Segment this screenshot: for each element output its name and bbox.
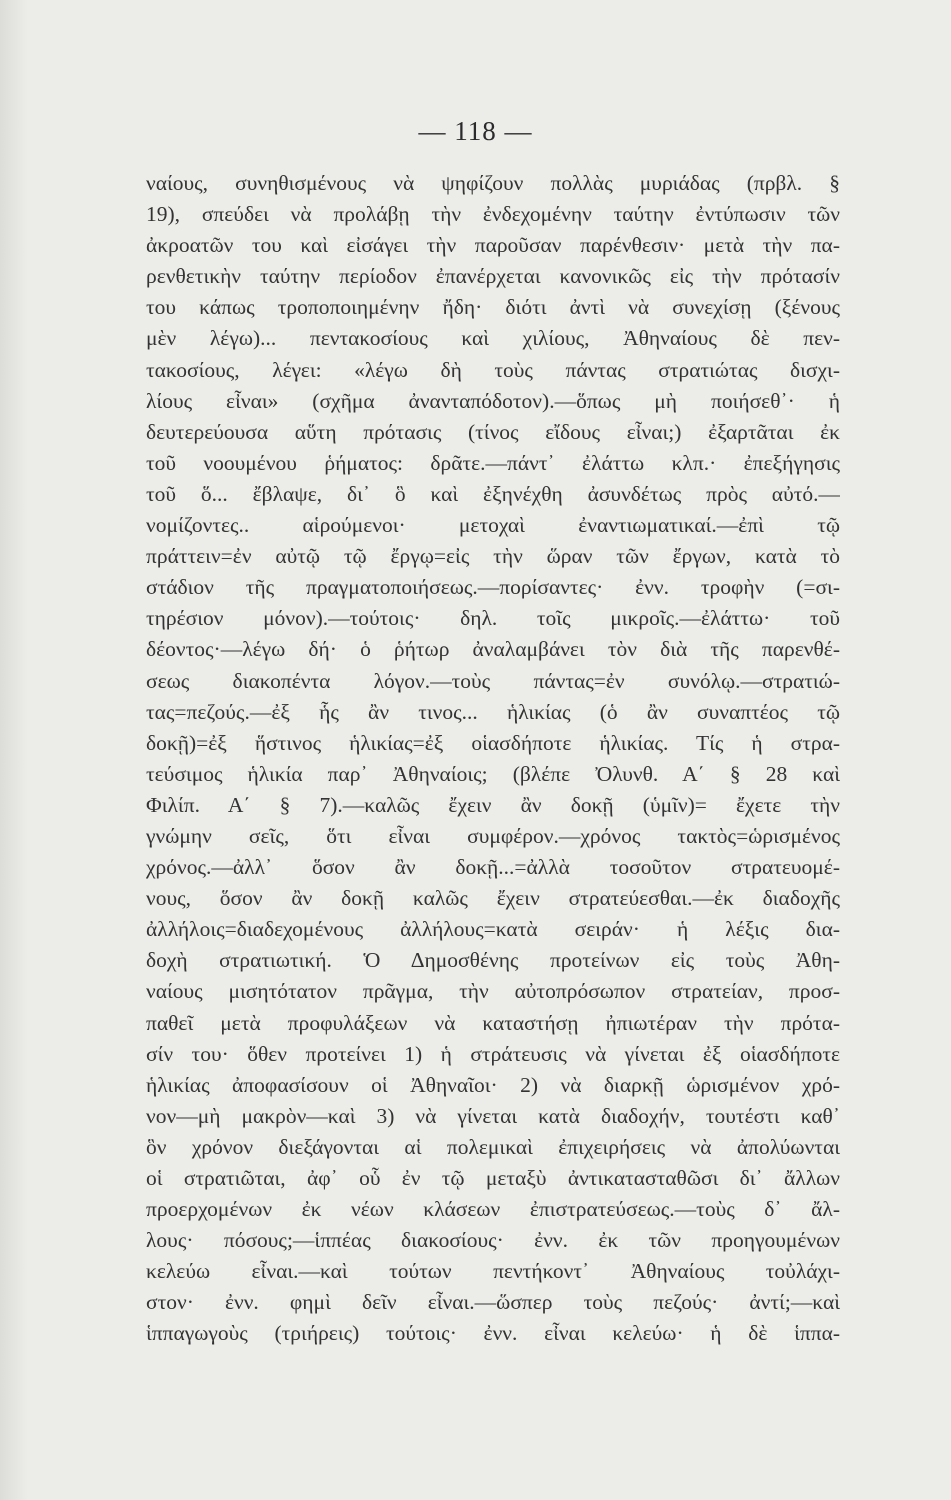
text-line: λους· πόσους;—ἱππέας διακοσίους· ἐνν. ἐκ τῶν προηγουμένων [146,1228,840,1253]
text-line: τας=πεζούς.—ἐξ ἧς ἂν τινος... ἡλικίας (ὁ ἂν συναπτέος τῷ [146,699,840,724]
text-line: ρενθετικὴν ταύτην περίοδον ἐπανέρχεται κανονικῶς εἰς τὴν πρότασίν [146,264,840,289]
text-line: ὃν χρόνον διεξάγονται αἱ πολεμικαὶ ἐπιχειρήσεις νὰ ἀπολύωνται [146,1134,840,1159]
text-line: χρόνος.—ἀλλ᾽ ὅσον ἂν δοκῇ...=ἀλλὰ τοσοῦτον στρατευομέ- [146,855,840,880]
text-line: λίους εἶναι» (σχῆμα ἀνανταπόδοτον).—ὅπως μὴ ποιήσεθ᾽· ἡ [146,388,840,413]
text-line: τοῦ νοουμένου ῥήματος: δρᾶτε.—πάντ᾽ ἐλάττω κλπ.· ἐπεξήγησις [146,450,840,475]
page-gutter-shadow [0,0,28,1500]
text-line: πράττειν=ἐν αὐτῷ τῷ ἔργῳ=εἰς τὴν ὥραν τῶν ἔργων, κατὰ τὸ [146,544,840,569]
text-line: προερχομένων ἐκ νέων κλάσεων ἐπιστρατεύσεως.—τοὺς δ᾽ ἄλ- [146,1197,840,1222]
text-line: ἀκροατῶν του καὶ εἰσάγει τὴν παροῦσαν παρένθεσιν· μετὰ τὴν πα- [146,233,840,258]
text-line: Φιλίπ. Α΄ § 7).—καλῶς ἔχειν ἂν δοκῇ (ὑμῖν)= ἔχετε τὴν [146,792,840,817]
text-line: γνώμην σεῖς, ὅτι εἶναι συμφέρον.—χρόνος τακτὸς=ὡρισμένος [146,823,840,848]
text-line: νον—μὴ μακρὸν—καὶ 3) νὰ γίνεται κατὰ διαδοχήν, τουτέστι καθ᾽ [146,1103,840,1128]
text-line: δέοντος·—λέγω δή· ὁ ῥήτωρ ἀναλαμβάνει τὸν διὰ τῆς παρενθέ- [146,637,840,662]
body-text [146,168,840,1350]
text-line: σεως διακοπέντα λόγον.—τοὺς πάντας=ἐν συνόλῳ.—στρατιώ- [146,668,840,693]
text-line: τηρέσιον μόνον).—τούτοις· δηλ. τοῖς μικροῖς.—ἐλάττω· τοῦ [146,606,840,631]
text-line: τακοσίους, λέγει: «λέγω δὴ τοὺς πάντας στρατιώτας δισχι- [146,357,840,382]
text-line: 19), σπεύδει νὰ προλάβῃ τὴν ἐνδεχομένην ταύτην ἐντύπωσιν τῶν [146,202,840,227]
text-line: ἱππαγωγοὺς (τριήρεις) τούτοις· ἐνν. εἶναι κελεύω· ἡ δὲ ἱππα- [146,1321,840,1346]
text-line: δευτερεύουσα αὕτη πρότασις (τίνος εἴδους εἶναι;) ἐξαρτᾶται ἐκ [146,419,840,444]
text-line: οἱ στρατιῶται, ἀφ᾽ οὗ ἐν τῷ μεταξὺ ἀντικατασταθῶσι δι᾽ ἄλλων [146,1166,840,1190]
text-line: ἀλλήλοις=διαδεχομένους ἀλλήλους=κατὰ σειράν· ἡ λέξις δια- [146,917,840,942]
text-line: παθεῖ μετὰ προφυλάξεων νὰ καταστήσῃ ἠπιωτέραν τὴν πρότα- [146,1010,840,1035]
text-line: τοῦ ὅ... ἔβλαψε, δι᾽ ὃ καὶ ἐξηνέχθη ἀσυνδέτως πρὸς αὐτό.— [146,481,840,506]
text-line: του κάπως τροποποιημένην ἤδη· διότι ἀντὶ νὰ συνεχίσῃ (ξένους [146,295,840,320]
text-line: στάδιον τῆς πραγματοποιήσεως.—πορίσαντες· ἐνν. τροφὴν (=σι- [146,575,840,600]
text-line: δοχὴ στρατιωτική. Ὁ Δημοσθένης προτείνων εἰς τοὺς Ἀθη- [146,948,840,973]
text-line: ἡλικίας ἀποφασίσουν οἱ Ἀθηναῖοι· 2) νὰ διαρκῇ ὡρισμένον χρό- [146,1072,840,1097]
text-line: νομίζοντες.. αἱρούμενοι· μετοχαὶ ἐναντιωματικαί.—ἐπὶ τῷ [146,513,840,538]
text-line: κελεύω εἶναι.—καὶ τούτων πεντήκοντ᾽ Ἀθηναίους τοὐλάχι- [146,1259,840,1284]
page-number: — 118 — [418,116,533,146]
text-line: τεύσιμος ἡλικία παρ᾽ Ἀθηναίοις; (βλέπε Ὀλυνθ. Α΄ § 28 καὶ [146,761,840,786]
text-line: νους, ὅσον ἂν δοκῇ καλῶς ἔχειν στρατεύεσθαι.—ἐκ διαδοχῆς [146,886,840,911]
text-line: στον· ἐνν. φημὶ δεῖν εἶναι.—ὥσπερ τοὺς πεζούς· ἀντί;—καὶ [146,1290,840,1315]
text-line: δοκῇ)=ἐξ ἥστινος ἡλικίας=ἐξ οἱασδήποτε ἡλικίας. Τίς ἡ στρα- [146,730,840,755]
text-line: ναίους, συνηθισμένους νὰ ψηφίζουν πολλὰς μυριάδας (πρβλ. § [146,171,840,195]
text-line: σίν του· ὅθεν προτείνει 1) ἡ στράτευσις νὰ γίνεται ἐξ οἱασδήποτε [146,1041,840,1066]
text-line: μὲν λέγω)... πεντακοσίους καὶ χιλίους, Ἀθηναίους δὲ πεν- [146,326,840,351]
text-line: ναίους μισητότατον πρᾶγμα, τὴν αὐτοπρόσωπον στρατείαν, προσ- [146,979,840,1004]
